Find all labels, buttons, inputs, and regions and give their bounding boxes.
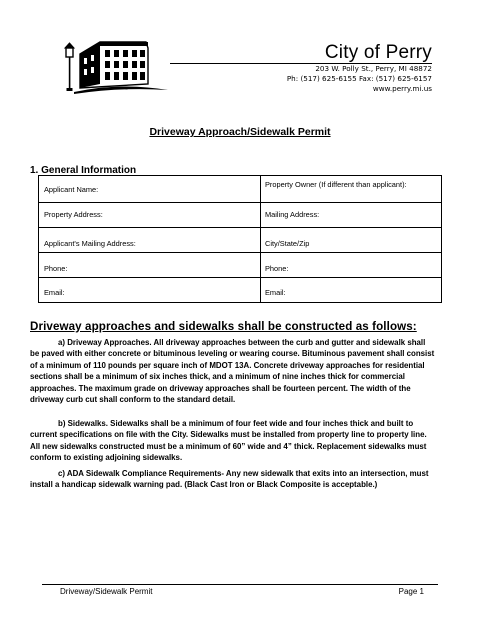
city-phone-fax: Ph: (517) 625-6155 Fax: (517) 625-6157 bbox=[286, 74, 432, 83]
table-row-divider bbox=[39, 252, 441, 253]
paragraph-line: All new sidewalks constructed must be a minimum of 60” wide and 4” thick. Replacement sidewalks must bbox=[30, 441, 427, 451]
paragraph-line: current specifications on file with the City. Sidewalks must be installed from property line to property line. bbox=[30, 430, 427, 440]
city-state-zip-field[interactable]: City/State/Zip bbox=[265, 239, 310, 248]
city-address: 203 W. Polly St., Perry, MI 48872 bbox=[315, 64, 432, 73]
paragraph-line: be paved with either concrete or bituminous leveling or wearing course. Bituminous pavement shall consist bbox=[30, 349, 435, 359]
paragraph-line: driveway curb cut shall conform to the standard detail. bbox=[30, 395, 236, 405]
footer-page-number: Page 1 bbox=[398, 587, 424, 596]
table-column-divider bbox=[260, 176, 261, 302]
paragraph-line: b) Sidewalks. Sidewalks shall be a minimum of four feet wide and four inches thick and built to bbox=[58, 419, 414, 428]
footer-divider bbox=[42, 584, 438, 585]
paragraph-line: approaches. The maximum grade on driveway approaches shall be fourteen percent. The width of the bbox=[30, 383, 411, 393]
general-information-heading: 1. General Information bbox=[30, 165, 137, 176]
table-row-divider bbox=[39, 202, 441, 203]
applicant-name-field[interactable]: Applicant Name: bbox=[44, 185, 99, 194]
city-website[interactable]: www.perry.mi.us bbox=[372, 84, 432, 93]
footer-document-name: Driveway/Sidewalk Permit bbox=[60, 587, 153, 596]
applicant-mailing-address-field[interactable]: Applicant's Mailing Address: bbox=[44, 239, 136, 248]
sidewalks-paragraph bbox=[30, 418, 450, 464]
city-name: City of Perry bbox=[324, 42, 432, 63]
paragraph-line: conform to existing adjoining sidewalks. bbox=[30, 453, 183, 463]
paragraph-line: of a minimum of 110 pounds per square inch of MDOT 13A. Concrete driveway approaches for residential bbox=[30, 360, 425, 370]
ada-compliance-paragraph bbox=[30, 468, 450, 491]
applicant-email-field[interactable]: Email: bbox=[44, 288, 65, 297]
owner-phone-field[interactable]: Phone: bbox=[265, 264, 289, 273]
paragraph-line: c) ADA Sidewalk Compliance Requirements- Any new sidewalk that exits into an intersection, must bbox=[58, 469, 429, 478]
paragraph-line: a) Driveway Approaches. All driveway approaches between the curb and gutter and sidewalk shall bbox=[58, 338, 426, 347]
table-row-divider bbox=[39, 227, 441, 228]
property-address-field[interactable]: Property Address: bbox=[44, 210, 103, 219]
property-owner-field[interactable]: Property Owner (If different than applicant): bbox=[265, 180, 407, 189]
city-building-logo bbox=[60, 38, 170, 96]
mailing-address-field[interactable]: Mailing Address: bbox=[265, 210, 320, 219]
paragraph-line: install a handicap sidewalk warning pad. (Black Cast Iron or Black Composite is acceptable.) bbox=[30, 480, 378, 490]
driveway-approaches-paragraph bbox=[30, 337, 450, 405]
construction-rules-heading: Driveway approaches and sidewalks shall be constructed as follows: bbox=[30, 320, 417, 333]
applicant-phone-field[interactable]: Phone: bbox=[44, 264, 68, 273]
document-title: Driveway Approach/Sidewalk Permit bbox=[149, 126, 331, 138]
table-row-divider bbox=[39, 277, 441, 278]
paragraph-line: sections shall be a minimum of six inches thick, and a minimum of nine inches thick for commercial bbox=[30, 372, 405, 382]
general-information-table bbox=[38, 175, 442, 303]
owner-email-field[interactable]: Email: bbox=[265, 288, 286, 297]
